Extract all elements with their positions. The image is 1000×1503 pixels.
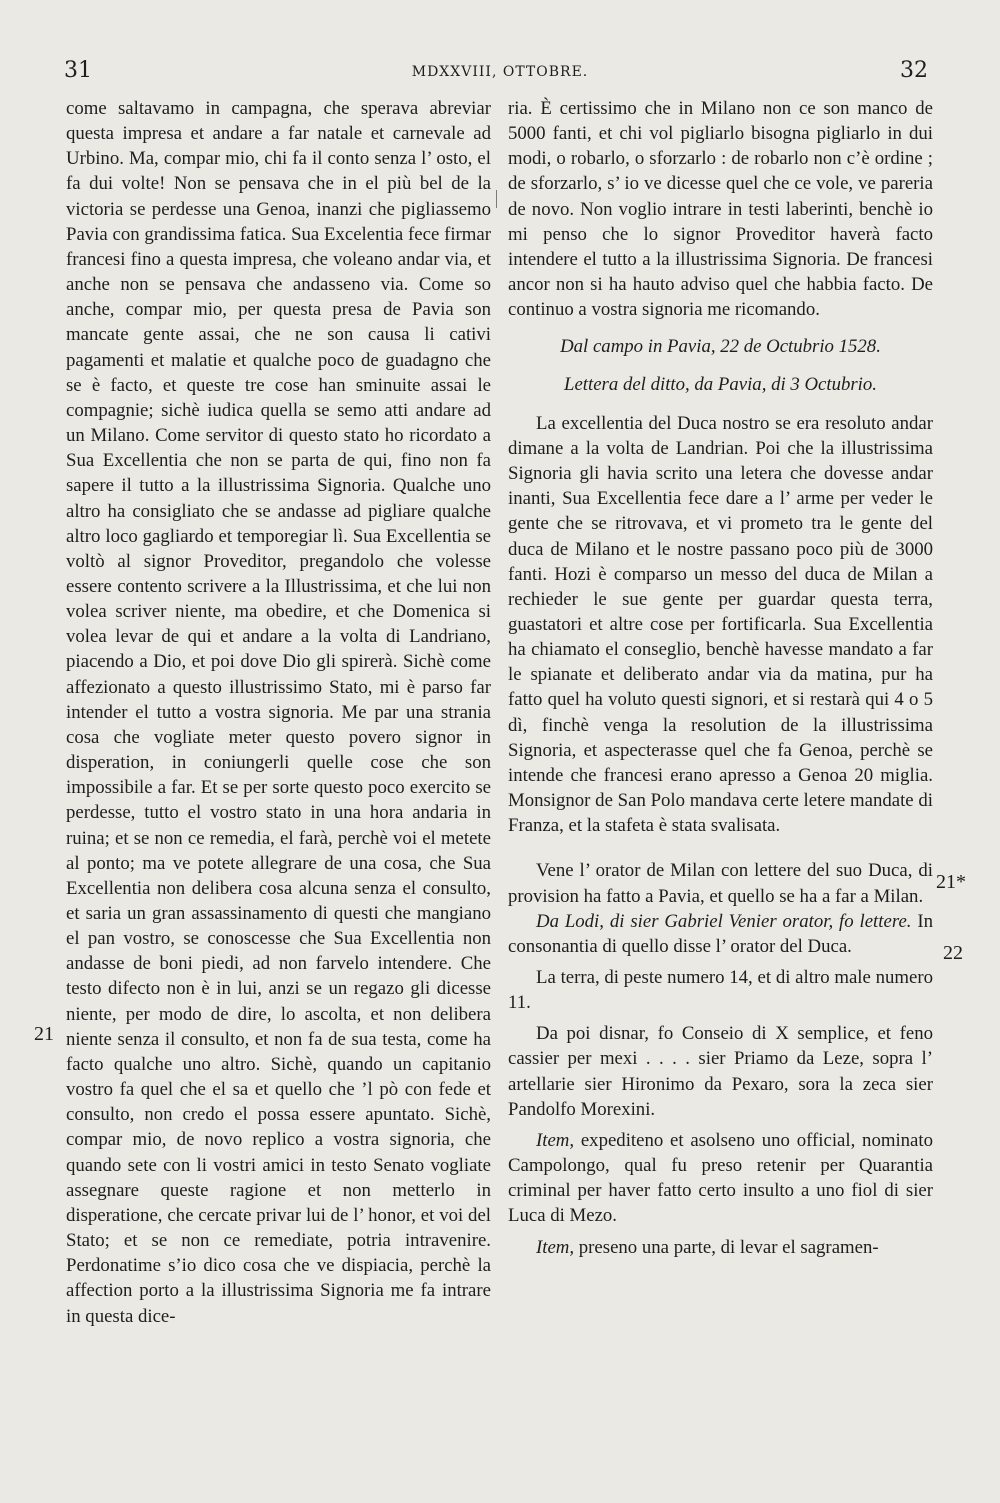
paragraph-item-2 [508, 1235, 933, 1260]
margin-number-right-21star: 21* [936, 871, 966, 893]
right-column [508, 96, 933, 1260]
column-divider [496, 190, 497, 208]
left-column [66, 96, 491, 1329]
left-page-number: 31 [64, 58, 92, 83]
dateline: Dal campo in Pavia, 22 de Octubrio 1528. [560, 336, 881, 358]
letter-body: La excellentia del Duca nostro se era resoluto andar dimane a la volta de Landrian. Poi che la illustrissima Signoria gli havia scrito una letera che dovesse andar inanti, Sua Excellentia fece dare a l’ arme per veder le gente che se ritrovava, et vi prometo tra le gente del duca de Milano et le nostre passano poco più de 3000 fanti. Hozi è comparso un messo del duca de Milan a rechieder le sue gente per guardar questa terra, guastatori et altre cose per fortificarla. Sua Excellentia ha chiamato el conseglio, benchè havesse mandato a far le spianate et deliberato andar via da matina, pur ha fatto quel ha voluto questi signori, et si restarà qui 4 o 5 dì, finchè venga la resolution de la illustrissima Signoria, et aspecterasse quel che fa Genoa, perchè se intende che francesi erano apresso a Genoa 20 miglia. Monsignor de San Polo mandava certe letere mandate di Franza, et la stafeta è stata svalisata. [508, 412, 933, 837]
running-title: MDXXVIII, OTTOBRE. [411, 64, 589, 80]
letter-continuation: ria. È certissimo che in Milano non ce son manco de 5000 fanti, et chi vol pigliarlo bisogna pigliarlo in dui modi, o robarlo, o sforzarlo : de robarlo non c’è ordine ; de sforzarlo, s’ io ve dicesse quel che ce vole, ve pareria de novo. Non voglio intrare in testi laberinti, benchè io mi penso che lo signor Proveditor haverà facto intendere el tutto a la illustrissima Signoria. De francesi ancor non si ha hauto adviso quel che habbia facto. De continuo a vostra signoria me ricomando. [508, 98, 933, 321]
left-column-text: come saltavamo in campagna, che sperava abreviar questa impresa et andare a far natale et carnevale ad Urbino. Ma, compar mio, chi fa il conto senza l’ osto, el fa dui volte! Non se pensava che in el più bel de la victoria se perdesse una Genoa, inanzi che pigliassemo Pavia con grandissima fatica. Sua Excelentia fece firmar francesi fino a questa impresa, che voleano andar via, et anche non se pensava che andasseno via. Come so anche, compar mio, per questa presa de Pavia son mancate gente assai, che ne son causa li cativi pagamenti et malatie et qualche poco de guadagno che se è facto, et queste tre cose han sminuite assai le compagnie; sichè iudica quella se semo atti andare ad un Milano. Come servitor di questo stato ho ricordato a Sua Excellentia che non se parta de qui, fino non fa sapere il tutto a la illustrissima Signoria. Qualche uno altro ha consigliato che se andasse ad pigliare qualche altro loco gagliardo et temporegiar lì. Sua Excellentia se voltò al signor Proveditor, pregandolo che volesse essere contento scrivere a la Illustrissima, et che lui non volea scriver niente, ma obedire, et che Domenica si volea levar de qui et andare a la volta di Landriano, piacendo a Dio, et poi dove Dio gli spirerà. Sichè come affezionato a questo illustrissimo Stato, mi è parso far intender el tutto a vostra signoria. Me par una strania cosa che vogliate meter questo povero signor in disperation, in coniungerli quelle cose che son impossibile a far. Et se per sorte questo poco exercito se perdesse, tutto el vostro stato in una hora andaria in ruina; et se non ce remedia, el farà, perchè voi el metete al ponto; ma ve potete allegrare de una cosa, che Sua Excellentia non delibera cosa alcuna senza el consulto, et saria un gran assassinamento di questi che mangiano el pan vostro, se conoscesse che Sua Excellentia non andasse de boni piedi, ad non farvelo intendere. Che testo difecto non è in lui, anzi se un regazo gli dicesse niente, per modo de dire, lo ascolta, et non delibera niente senza il consulto, et non fa de sua testa, come ha facto qualche uno altro. Sichè, quando un capitanio vostro fa quel che el sa et quello che ’l pò con fede et consulto, non credo el possa essere apuntato. Sichè, compar mio, de novo replico a vostra signoria, che quando sete con li vostri amici in testo Senato vogliate assegnare queste ragione et non metterlo in disperatione, che cercate privar lui de l’ honor, et voi del Stato; et se non ce remediate, potria intravenire. Perdonatime s’io dico cosa che ve dispiacia, perchè la affection porto a la illustrissima Signoria me fa intrare in questa dice- [66, 98, 491, 1327]
item-1-text: expediteno et asolseno uno official, nominato Campolongo, qual fu preso retenir per Quarantia criminal per haver fatto certo insulto a uno fiol di sier Luca di Mezo. [508, 1129, 933, 1227]
margin-number-right-22: 22 [943, 942, 963, 964]
right-page-number: 32 [900, 58, 928, 83]
item-2-italic: Item, [536, 1236, 575, 1258]
margin-number-left-21: 21 [34, 1023, 54, 1045]
item-1-italic: Item, [536, 1129, 575, 1151]
page-header [0, 58, 1000, 88]
paragraph-lodi-italic: Da Lodi, di sier Gabriel Venier orator, fo lettere. [536, 910, 912, 932]
letter-heading: Lettera del ditto, da Pavia, di 3 Octubrio. [564, 373, 877, 395]
paragraph-peste: La terra, di peste numero 14, et di altro male numero 11. [508, 967, 933, 1014]
paragraph-lodi [508, 909, 933, 959]
paragraph-item-1 [508, 1128, 933, 1229]
item-2-text: preseno una parte, di levar el sagramen- [574, 1236, 879, 1258]
paragraph-conseio: Da poi disnar, fo Conseio di X semplice, et feno cassier per mexi . . . . sier Priamo da Leze, sopra l’ artellarie sier Hironimo da Pexaro, sora la zeca sier Pandolfo Morexini. [508, 1023, 933, 1120]
paragraph-orator: Vene l’ orator de Milan con lettere del suo Duca, di provision ha fatto a Pavia, et quello se ha a far a Milan. [508, 860, 933, 907]
paragraph-lodi-text: In consonantia di quello disse l’ orator del Duca. [508, 910, 934, 957]
